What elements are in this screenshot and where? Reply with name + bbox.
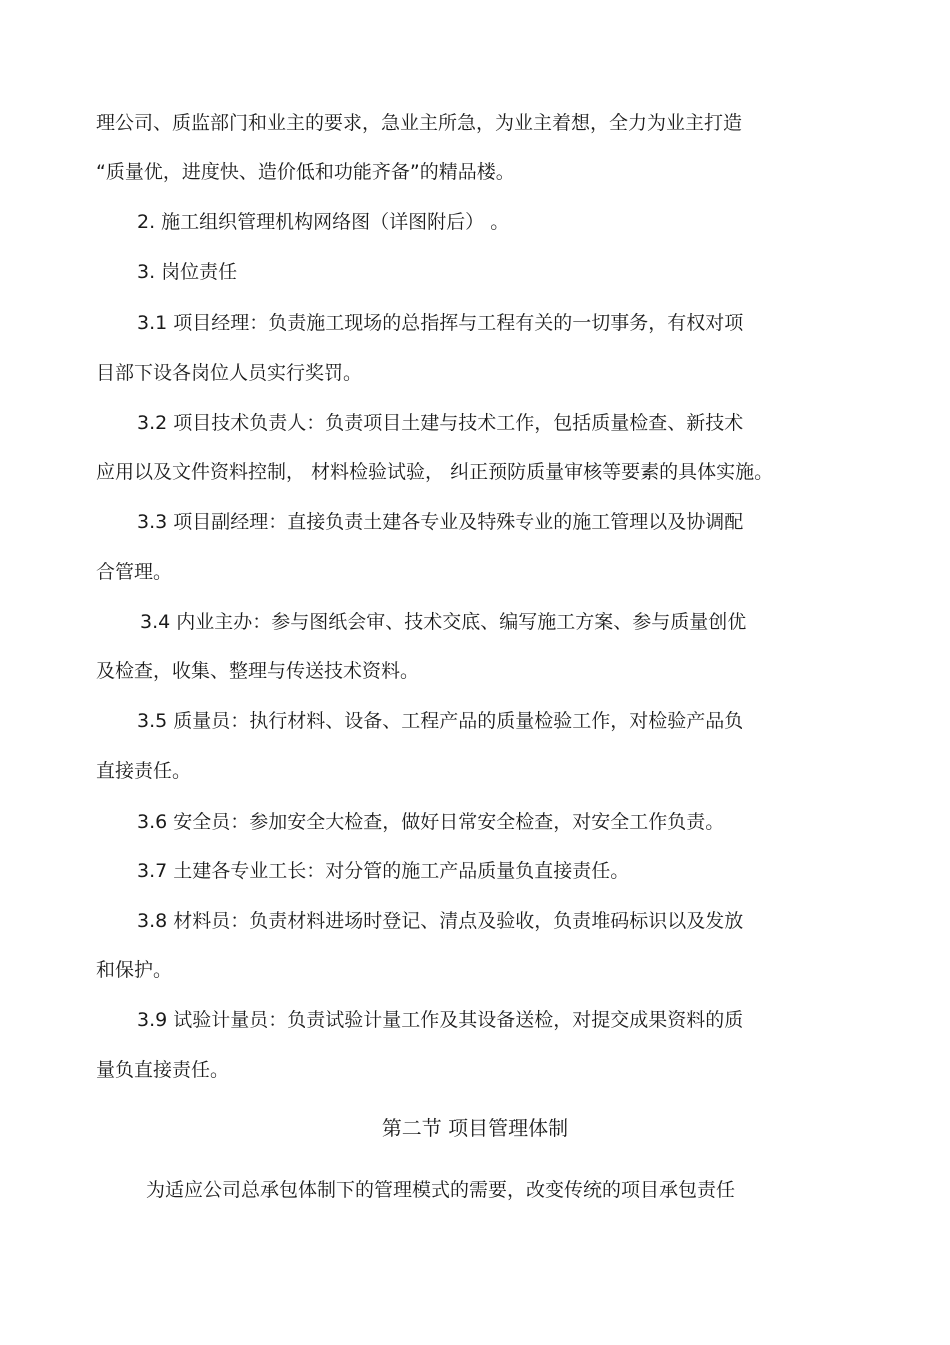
paragraph-line: “质量优，进度快、造价低和功能齐备”的精品楼。 [96,161,515,183]
item-3-1: 3.1 项目经理：负责施工现场的总指挥与工程有关的一切事务，有权对项 [137,312,744,334]
item-3-5: 3.5 质量员：执行材料、设备、工程产品的质量检验工作，对检验产品负 [137,710,744,732]
paragraph-line: 应用以及文件资料控制， 材料检验试验， 纠正预防质量审核等要素的具体实施。 [96,461,774,483]
paragraph-line: 量负直接责任。 [96,1059,230,1081]
paragraph-line: 及检查，收集、整理与传送技术资料。 [96,660,420,682]
item-3-3: 3.3 项目副经理：直接负责土建各专业及特殊专业的施工管理以及协调配 [137,511,744,533]
section-title: 第二节 项目管理体制 [381,1116,569,1140]
item-3-6: 3.6 安全员：参加安全大检查，做好日常安全检查，对安全工作负责。 [137,811,725,833]
item-3-2: 3.2 项目技术负责人：负责项目土建与技术工作，包括质量检查、新技术 [137,412,744,434]
paragraph-line: 和保护。 [96,959,173,981]
item-3-9: 3.9 试验计量员：负责试验计量工作及其设备送检，对提交成果资料的质 [137,1009,744,1031]
paragraph-line: 合管理。 [96,561,173,583]
paragraph-line: 为适应公司总承包体制下的管理模式的需要，改变传统的项目承包责任 [146,1179,736,1201]
item-3-4: 3.4 内业主办：参与图纸会审、技术交底、编写施工方案、参与质量创优 [140,611,747,633]
paragraph-line: 理公司、质监部门和业主的要求，急业主所急，为业主着想，全力为业主打造 [96,112,743,134]
section-item-2: 2. 施工组织管理机构网络图（详图附后） 。 [137,211,510,233]
item-3-7: 3.7 土建各专业工长：对分管的施工产品质量负直接责任。 [137,860,630,882]
section-item-3: 3. 岗位责任 [137,261,238,283]
item-3-8: 3.8 材料员：负责材料进场时登记、清点及验收，负责堆码标识以及发放 [137,910,744,932]
paragraph-line: 直接责任。 [96,760,192,782]
paragraph-line: 目部下设各岗位人员实行奖罚。 [96,362,363,384]
